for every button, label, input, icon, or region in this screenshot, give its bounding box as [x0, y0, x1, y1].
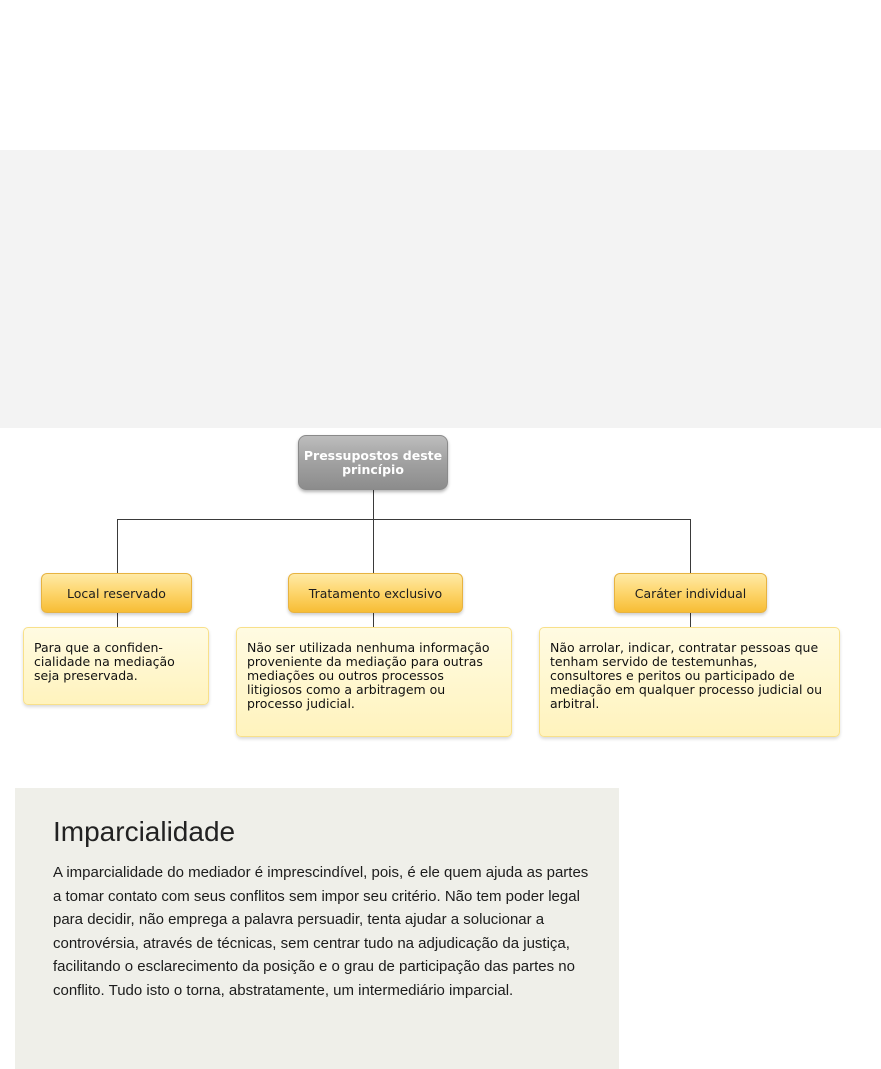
description-carater-individual: [539, 627, 840, 737]
branch-label: Caráter individual: [634, 585, 747, 601]
blank-banner: [0, 150, 881, 428]
connector-center-desc: [373, 613, 374, 627]
connector-right-down: [690, 519, 691, 573]
branch-label: Local reservado: [67, 585, 166, 601]
article-body: A imparcialidade do mediador é imprescindível, pois, é ele quem ajuda as partes a tomar contato com seus conflitos sem impor seu critério. Não tem poder legal para decidir, não emprega a palavra persuadir, tenta ajudar a solucionar a controvérsia, através de técnicas, sem centrar tudo na adjudicação da justiça, facilitando o esclarecimento da posição e o grau de participação das partes no conflito. Tudo isto o torna, abstratamente, um intermediário imparcial.: [53, 864, 589, 999]
description-text: Não arrolar, indicar, contratar pessoas que tenham servido de testemunhas, consultores e peritos ou participado de mediação em qualquer processo judicial ou arbitral.: [550, 640, 823, 711]
root-node-label: Pressupostos deste princípio: [303, 447, 443, 477]
connector-center-down: [373, 519, 374, 573]
connector-right-desc: [690, 613, 691, 627]
description-local-reservado: [23, 627, 209, 705]
connector-left-desc: [117, 613, 118, 627]
connector-horizontal: [117, 519, 691, 520]
description-text: Para que a confiden-cialidade na mediação seja preservada.: [34, 640, 175, 683]
article-section: [15, 788, 619, 1069]
description-tratamento-exclusivo: [236, 627, 512, 737]
description-text: Não ser utilizada nenhuma informação proveniente da mediação para outras mediações ou outros processos litigiosos como a arbitragem ou processo judicial.: [247, 640, 490, 711]
branch-label: Tratamento exclusivo: [308, 585, 443, 601]
branch-node-local-reservado: [41, 573, 192, 613]
article-title: Imparcialidade: [53, 816, 236, 847]
branch-node-tratamento-exclusivo: [288, 573, 463, 613]
root-node: [298, 435, 448, 490]
connector-left-down: [117, 519, 118, 573]
connector-root-down: [373, 490, 374, 519]
branch-node-carater-individual: [614, 573, 767, 613]
